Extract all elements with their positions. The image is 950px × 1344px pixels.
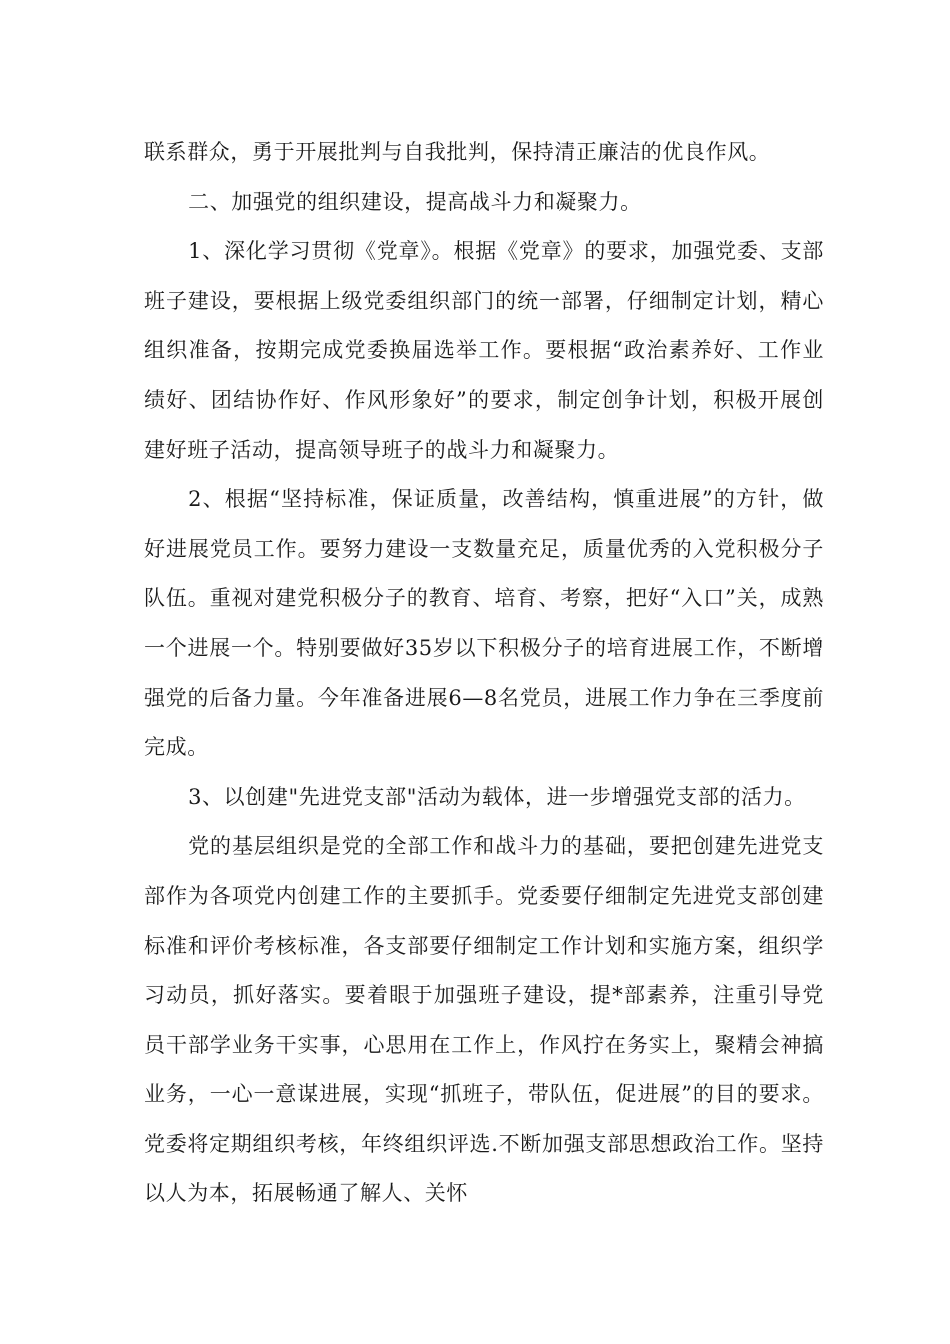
paragraph-item-1: 1、深化学习贯彻《党章》。根据《党章》的要求，加强党委、支部班子建设，要根据上级党委组织部门的统一部署，仔细制定计划，精心组织准备，按期完成党委换届选举工作。要根据“政治素养好、工作业绩好、团结协作好、作风形象好”的要求，制定创争计划，积极开展创建好班子活动，提高领导班子的战斗力和凝聚力。 bbox=[144, 239, 824, 462]
paragraph-body: 党的基层组织是党的全部工作和战斗力的基础，要把创建先进党支部作为各项党内创建工作的主要抓手。党委要仔细制定先进党支部创建标准和评价考核标准，各支部要仔细制定工作计划和实施方案，组织学习动员，抓好落实。要着眼于加强班子建设，提*部素养，注重引导党员干部学业务干实事，心思用在工作上，作风拧在务实上，聚精会神搞业务，一心一意谋进展，实现“抓班子，带队伍，促进展”的目的要求。党委将定期组织考核，年终组织评选.不断加强支部思想政治工作。坚持以人为本，拓展畅通了解人、关怀 bbox=[144, 834, 824, 1206]
paragraph-item-3: 3、以创建"先进党支部"活动为载体，进一步增强党支部的活力。 bbox=[188, 784, 806, 809]
section-heading-2: 二、加强党的组织建设，提高战斗力和凝聚力。 bbox=[188, 189, 642, 214]
paragraph-continuation: 联系群众，勇于开展批判与自我批判，保持清正廉洁的优良作风。 bbox=[144, 140, 771, 164]
document-body bbox=[144, 128, 824, 1219]
paragraph-item-2: 2、根据“坚持标准，保证质量，改善结构，慎重进展”的方针，做好进展党员工作。要努力建设一支数量充足，质量优秀的入党积极分子队伍。重视对建党积极分子的教育、培育、考察，把好“入口”关，成熟一个进展一个。特别要做好35岁以下积极分子的培育进展工作，不断增强党的后备力量。今年准备进展6—8名党员，进展工作力争在三季度前完成。 bbox=[144, 487, 824, 760]
